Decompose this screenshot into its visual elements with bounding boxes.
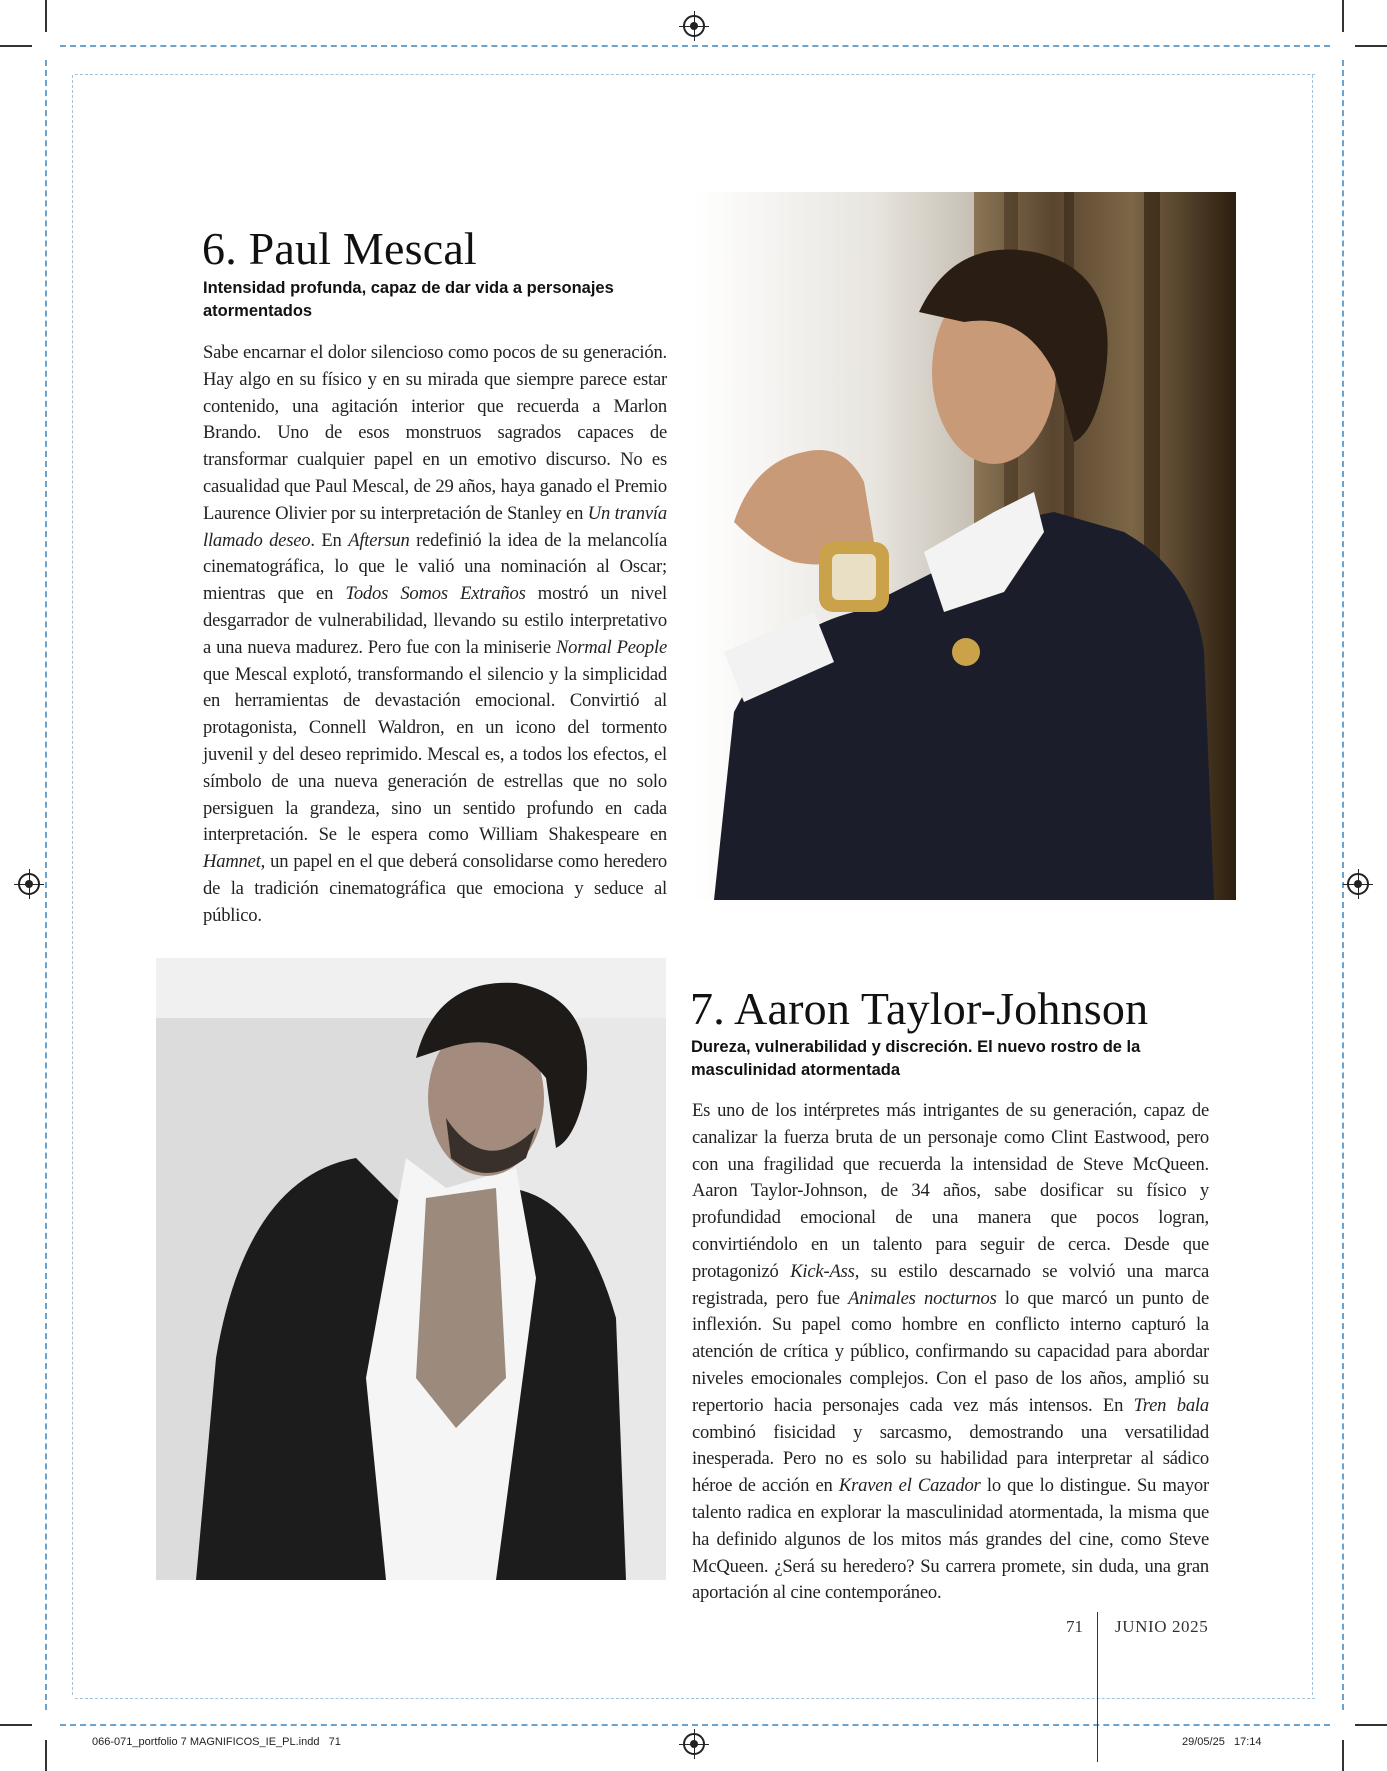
- bleed-mark-left: [72, 75, 73, 1695]
- text-run: Es uno de los intérpretes más intrigantes de su generación, capaz de canalizar la fuerza bruta de un personaje como Clint Eastwood, pero con una fragilidad que recuerda la intensidad de Steve McQueen. Aaron Taylor-Johnson, de 34 años, sabe dosificar su físico y profundidad emocional de una manera que pocos logran, convirtiéndolo en un talento para seguir de cerca. Desde que protagonizó: [692, 1100, 1209, 1282]
- italic-title-run: Aftersun: [348, 529, 410, 551]
- bleed-mark-top: [75, 74, 1315, 75]
- slug-datetime: 29/05/25 17:14: [1182, 1736, 1262, 1748]
- aaron-taylor-johnson-photo-illustration: [156, 958, 666, 1580]
- italic-title-run: Normal People: [555, 636, 667, 658]
- crop-mark: [0, 1724, 32, 1726]
- registration-mark-right-icon: [1347, 873, 1369, 895]
- text-run: , un papel en el que deberá consolidarse como heredero de la tradición cinematográfica que emociona y seduce al público.: [203, 851, 667, 926]
- folio-separator: [1097, 1612, 1098, 1762]
- trim-mark-right: [1342, 60, 1344, 1710]
- registration-mark-bottom-icon: [683, 1733, 705, 1755]
- italic-title-run: Todos Somos Extraños: [345, 583, 526, 605]
- slug-file-name: 066-071_portfolio 7 MAGNIFICOS_IE_PL.indd 71: [92, 1736, 341, 1748]
- section-7-subtitle: Dureza, vulnerabilidad y discreción. El nuevo rostro de la masculinidad atormentada: [691, 1038, 1141, 1079]
- crop-mark: [45, 1740, 47, 1771]
- section-6-body: [203, 340, 667, 930]
- section-7-body: [692, 1098, 1209, 1607]
- aaron-taylor-johnson-photo: [156, 958, 666, 1580]
- crop-mark: [45, 0, 47, 32]
- text-run: combinó fisicidad y sarcasmo, demostrando una versatilidad inesperada. Pero no es solo su habilidad para interpretar al sádico héroe de acción en: [692, 1421, 1209, 1497]
- italic-title-run: Kick-Ass: [790, 1260, 855, 1282]
- issue-date: JUNIO 2025: [1115, 1617, 1209, 1636]
- trim-mark-top: [60, 45, 1330, 47]
- text-run: . En: [310, 529, 349, 551]
- italic-title-run: Un tranvía llamado deseo: [203, 502, 667, 551]
- text-run: lo que lo distingue. Su mayor talento radica en explorar la masculinidad atormentada, la misma que ha definido algunos de los mitos más grandes del cine, como Steve McQueen. ¿Será su heredero? Su carrera promete, sin duda, una gran aportación al cine contemporáneo.: [692, 1475, 1210, 1604]
- text-run: que Mescal explotó, transformando el silencio y la simplicidad en herramientas de devastación emocional. Convirtió al protagonista, Connell Waldron, en un icono del tormento juvenil y del deseo reprimido. Mescal es, a todos los efectos, el símbolo de una nueva generación de estrellas que no solo persiguen la grandeza, sino un sentido profundo en cada interpretación. Se le espera como William Shakespeare en: [203, 663, 667, 846]
- crop-mark: [1342, 1740, 1344, 1771]
- registration-mark-left-icon: [18, 873, 40, 895]
- section-6-title: 6. Paul Mescal: [202, 223, 477, 274]
- crop-mark: [1355, 1724, 1387, 1726]
- crop-mark: [1355, 45, 1387, 47]
- section-7-title: 7. Aaron Taylor-Johnson: [690, 983, 1149, 1034]
- text-run: mostró un nivel desgarrador de vulnerabilidad, llevando su estilo interpretativo a una nueva madurez. Pero fue con la miniserie: [203, 583, 668, 658]
- paul-mescal-photo-illustration: [694, 192, 1236, 900]
- crop-mark: [1342, 0, 1344, 32]
- bleed-mark-bottom: [75, 1698, 1315, 1699]
- registration-mark-top-icon: [683, 15, 705, 37]
- italic-title-run: Animales nocturnos: [848, 1287, 997, 1309]
- trim-mark-left: [45, 60, 47, 1710]
- italic-title-run: Tren bala: [1133, 1394, 1209, 1416]
- crop-mark: [0, 45, 32, 47]
- paul-mescal-photo: [694, 192, 1236, 900]
- section-6-subtitle: Intensidad profunda, capaz de dar vida a personajes atormentados: [203, 279, 614, 320]
- trim-mark-bottom: [60, 1724, 1330, 1726]
- text-run: redefinió la idea de la melancolía cinematográfica, lo que le valió una nominación al Oscar; mientras que en: [203, 529, 667, 605]
- text-run: Sabe encarnar el dolor silencioso como pocos de su generación. Hay algo en su físico y en su mirada que siempre parece estar contenido, una agitación interior que recuerda a Marlon Brando. Uno de esos monstruos sagrados capaces de transformar cualquier papel en un emotivo discurso. No es casualidad que Paul Mescal, de 29 años, haya ganado el Premio Laurence Olivier por su interpretación de Stanley en: [203, 342, 667, 524]
- text-run: lo que marcó un punto de inflexión. Su papel como hombre en conflicto interno capturó la atención de crítica y público, confirmando su capacidad para abordar niveles emocionales complejos. Con el paso de los años, amplió su repertorio hacia personajes cada vez más intensos. En: [692, 1287, 1210, 1416]
- page-number: 71: [1066, 1617, 1083, 1636]
- bleed-mark-right: [1312, 75, 1313, 1695]
- text-run: , su estilo descarnado se volvió una marca registrada, pero fue: [692, 1260, 1210, 1309]
- italic-title-run: Kraven el Cazador: [838, 1475, 981, 1497]
- italic-title-run: Hamnet: [203, 851, 261, 873]
